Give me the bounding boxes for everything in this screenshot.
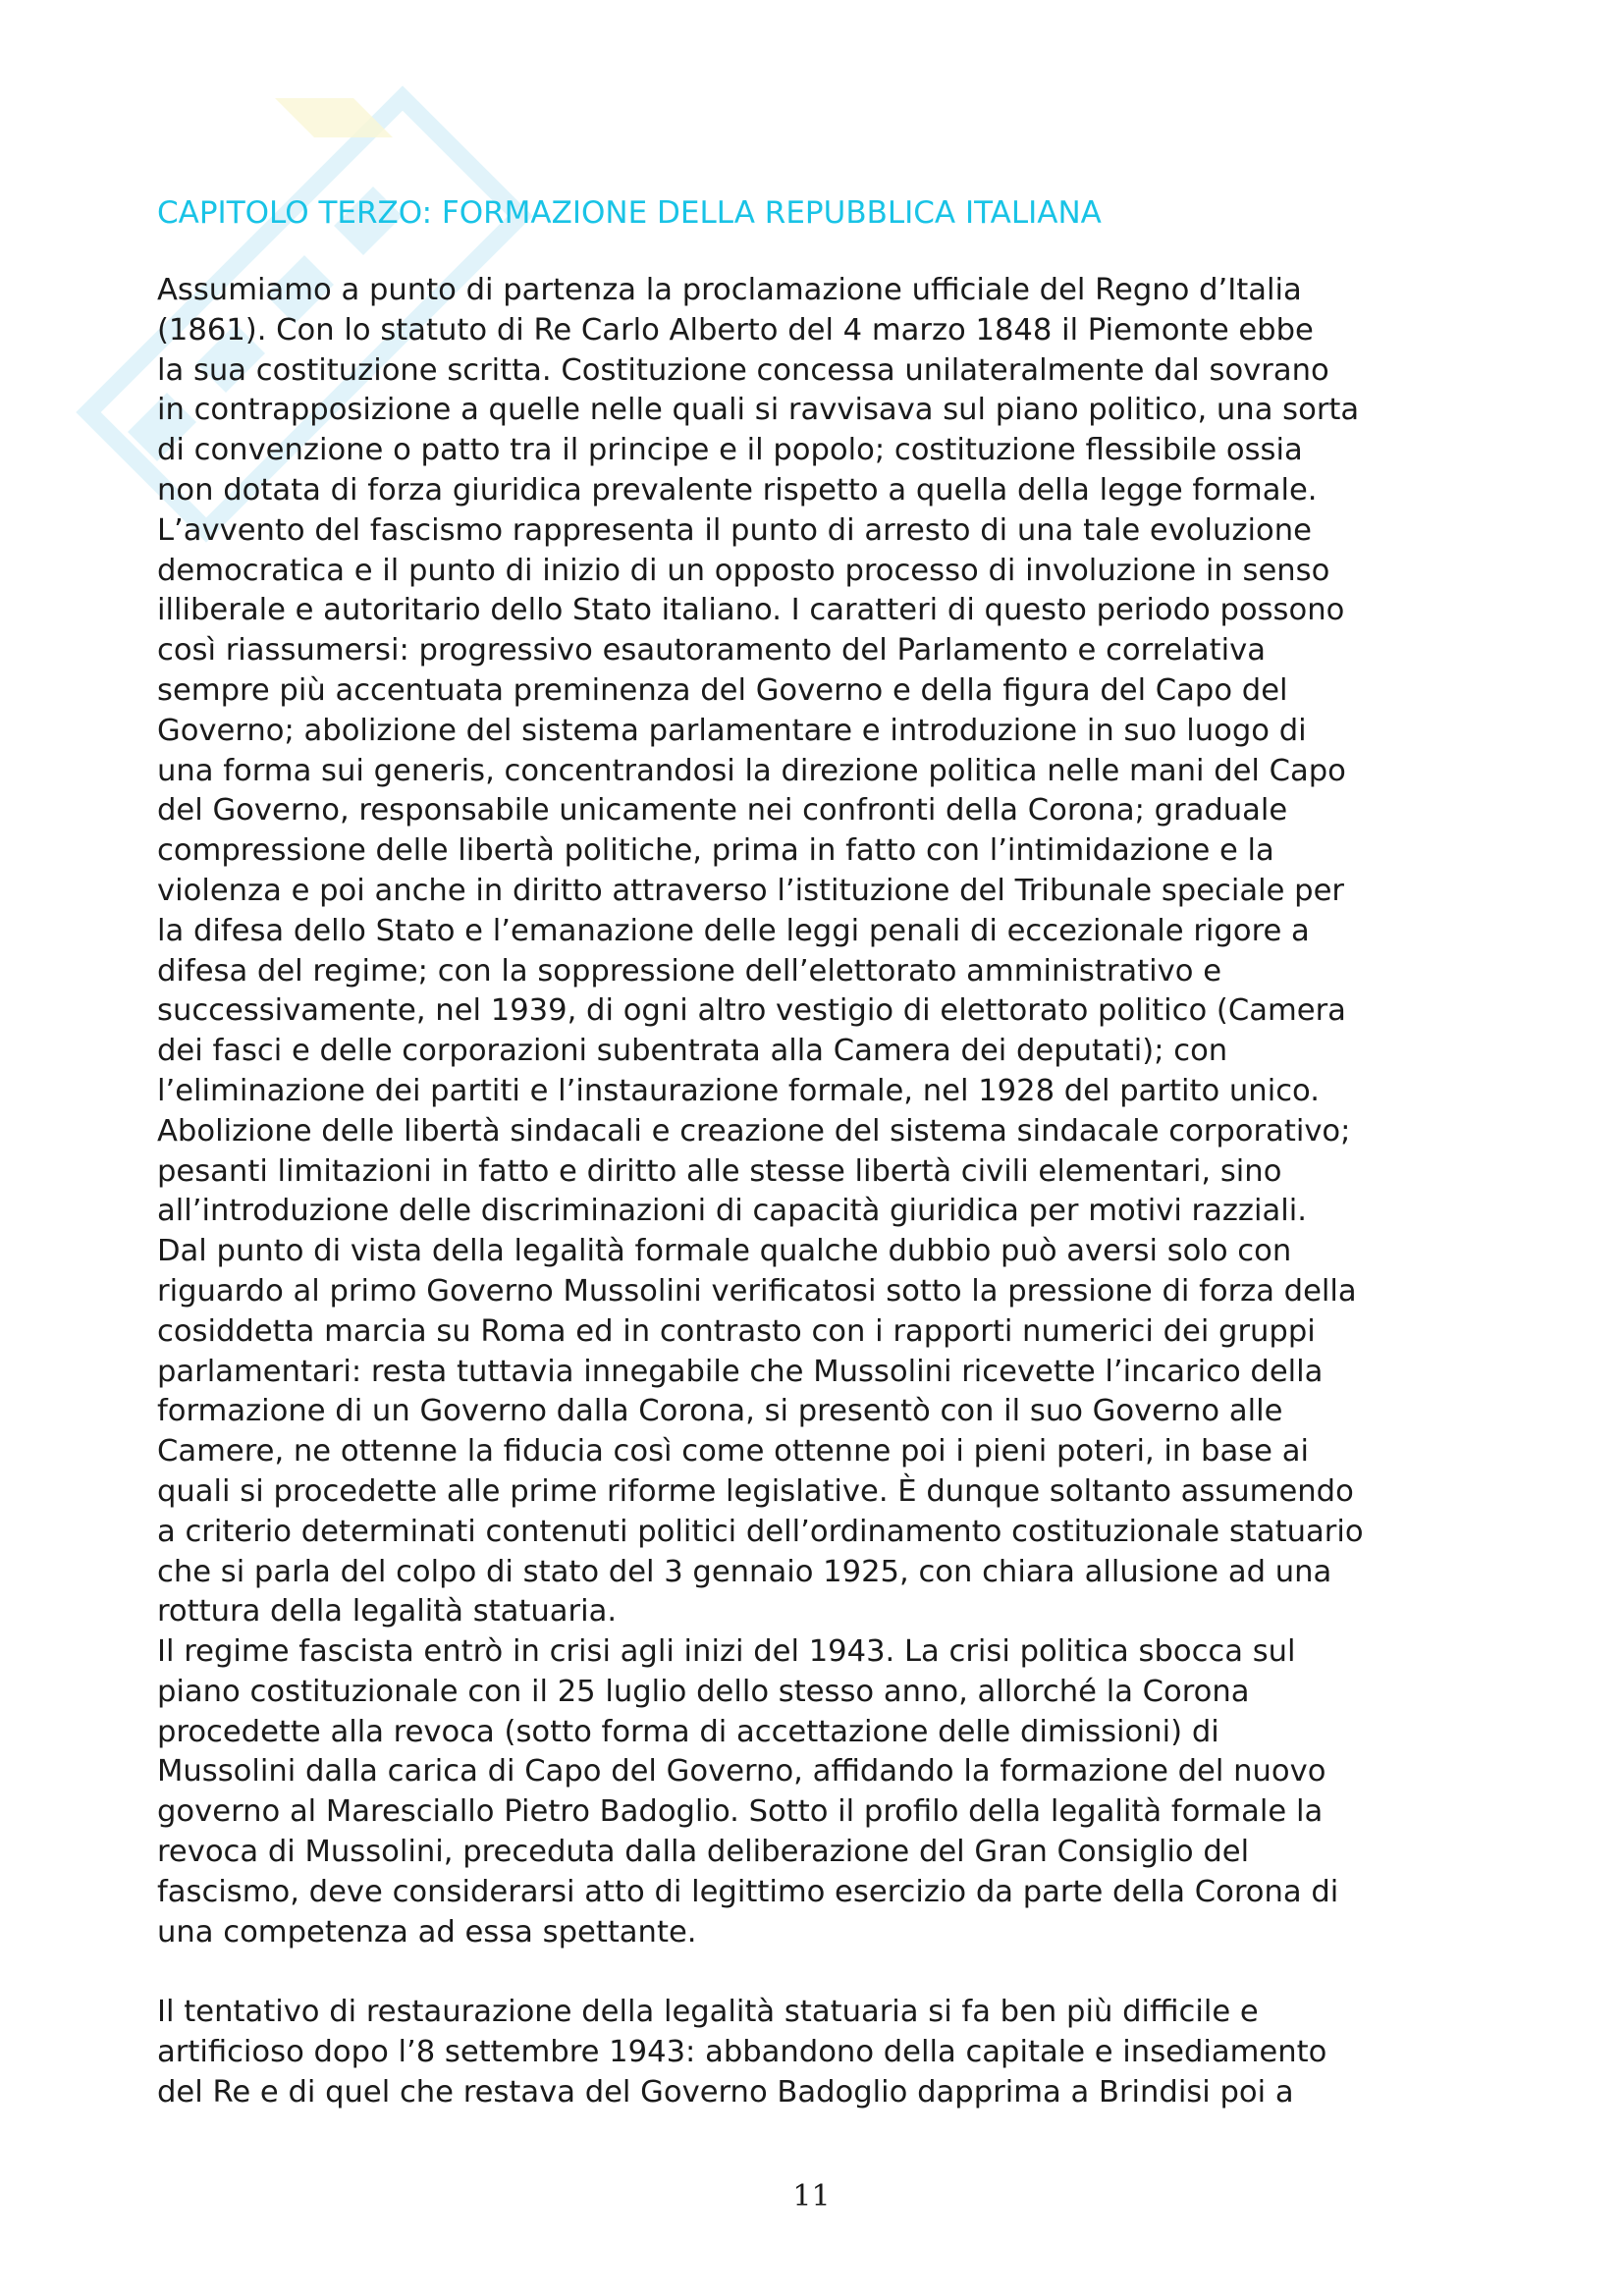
text-line: Dal punto di vista della legalità formale qualche dubbio può aversi solo con — [157, 1234, 1292, 1269]
text-line: rottura della legalità statuaria. — [157, 1594, 618, 1629]
text-line: sempre più accentuata preminenza del Governo e della figura del Capo del — [157, 672, 1288, 708]
text-line: Governo; abolizione del sistema parlamentare e introduzione in suo luogo di — [157, 713, 1307, 748]
text-line: Il regime fascista entrò in crisi agli inizi del 1943. La crisi politica sbocca sul — [157, 1634, 1296, 1670]
text-line: procedette alla revoca (sotto forma di accettazione delle dimissioni) di — [157, 1714, 1219, 1749]
text-line: a criterio determinati contenuti politici dell’ordinamento costituzionale statuario — [157, 1514, 1364, 1549]
text-line: l’eliminazione dei partiti e l’instaurazione formale, nel 1928 del partito unico. — [157, 1073, 1320, 1108]
text-line: la sua costituzione scritta. Costituzione concessa unilateralmente dal sovrano — [157, 352, 1329, 388]
text-line: compressione delle libertà politiche, prima in fatto con l’intimidazione e la — [157, 833, 1274, 869]
page-number: 11 — [792, 2179, 831, 2214]
text-line: Assumiamo a punto di partenza la proclamazione ufficiale del Regno d’Italia — [157, 273, 1302, 307]
text-line: quali si procedette alle prime riforme legislative. È dunque soltanto assumendo — [157, 1473, 1354, 1509]
text-line: del Governo, responsabile unicamente nei confronti della Corona; graduale — [157, 793, 1288, 828]
text-line: parlamentari: resta tuttavia innegabile che Mussolini ricevette l’incarico della — [157, 1354, 1324, 1389]
text-line: cosiddetta marcia su Roma ed in contrasto con i rapporti numerici dei gruppi — [157, 1313, 1316, 1349]
text-line: illiberale e autoritario dello Stato italiano. I caratteri di questo periodo possono — [157, 593, 1345, 628]
chapter-title: CAPITOLO TERZO: FORMAZIONE DELLA REPUBBLICA ITALIANA — [157, 195, 1102, 231]
text-line: riguardo al primo Governo Mussolini verificatosi sotto la pressione di forza della — [157, 1273, 1357, 1308]
text-line: del Re e di quel che restava del Governo Badoglio dapprima a Brindisi poi a — [157, 2075, 1294, 2110]
text-line: non dotata di forza giuridica prevalente rispetto a quella della legge formale. — [157, 472, 1318, 507]
text-line: così riassumersi: progressivo esautoramento del Parlamento e correlativa — [157, 633, 1266, 668]
text-line: in contrapposizione a quelle nelle quali si ravvisava sul piano politico, una sorta — [157, 393, 1360, 428]
document-body — [157, 192, 1492, 2113]
text-line: governo al Maresciallo Pietro Badoglio. Sotto il profilo della legalità formale la — [157, 1794, 1324, 1830]
text-line: (1861). Con lo statuto di Re Carlo Alberto del 4 marzo 1848 il Piemonte ebbe — [157, 312, 1314, 347]
text-line: artificioso dopo l’8 settembre 1943: abbandono della capitale e insediamento — [157, 2035, 1327, 2070]
paragraph — [157, 271, 1492, 1952]
text-line: Camere, ne ottenne la fiducia così come ottenne poi i pieni poteri, in base ai — [157, 1434, 1309, 1469]
text-line: difesa del regime; con la soppressione dell’elettorato amministrativo e — [157, 953, 1222, 988]
text-line: all’introduzione delle discriminazioni di capacità giuridica per motivi razziali. — [157, 1194, 1307, 1229]
paragraph-gap — [157, 1952, 1492, 1993]
text-line: dei fasci e delle corporazioni subentrata alla Camera dei deputati); con — [157, 1034, 1228, 1069]
text-line: pesanti limitazioni in fatto e diritto alle stesse libertà civili elementari, sino — [157, 1153, 1282, 1189]
text-line: fascismo, deve considerarsi atto di legittimo esercizio da parte della Corona di — [157, 1874, 1339, 1909]
text-line: successivamente, nel 1939, di ogni altro vestigio di elettorato politico (Camera — [157, 993, 1346, 1029]
text-line: Abolizione delle libertà sindacali e creazione del sistema sindacale corporativo; — [157, 1113, 1351, 1148]
text-line: Il tentativo di restaurazione della legalità statuaria si fa ben più difficile e — [157, 1995, 1259, 2030]
text-line: Mussolini dalla carica di Capo del Governo, affidando la formazione del nuovo — [157, 1754, 1326, 1789]
text-line: una forma sui generis, concentrandosi la direzione politica nelle mani del Capo — [157, 753, 1346, 788]
paragraph — [157, 1993, 1492, 2112]
text-line: che si parla del colpo di stato del 3 gennaio 1925, con chiara allusione ad una — [157, 1554, 1332, 1589]
text-line: una competenza ad essa spettante. — [157, 1914, 697, 1949]
text-line: di convenzione o patto tra il principe e il popolo; costituzione flessibile ossia — [157, 433, 1303, 468]
text-line: la difesa dello Stato e l’emanazione delle leggi penali di eccezionale rigore a — [157, 913, 1310, 948]
text-line: L’avvento del fascismo rappresenta il punto di arresto di una tale evoluzione — [157, 512, 1312, 548]
text-line: piano costituzionale con il 25 luglio dello stesso anno, allorché la Corona — [157, 1674, 1250, 1709]
text-line: revoca di Mussolini, preceduta dalla deliberazione del Gran Consiglio del — [157, 1835, 1250, 1870]
text-line: violenza e poi anche in diritto attraverso l’istituzione del Tribunale speciale per — [157, 873, 1344, 908]
text-line: formazione di un Governo dalla Corona, si presentò con il suo Governo alle — [157, 1394, 1283, 1429]
text-line: democratica e il punto di inizio di un opposto processo di involuzione in senso — [157, 553, 1330, 588]
